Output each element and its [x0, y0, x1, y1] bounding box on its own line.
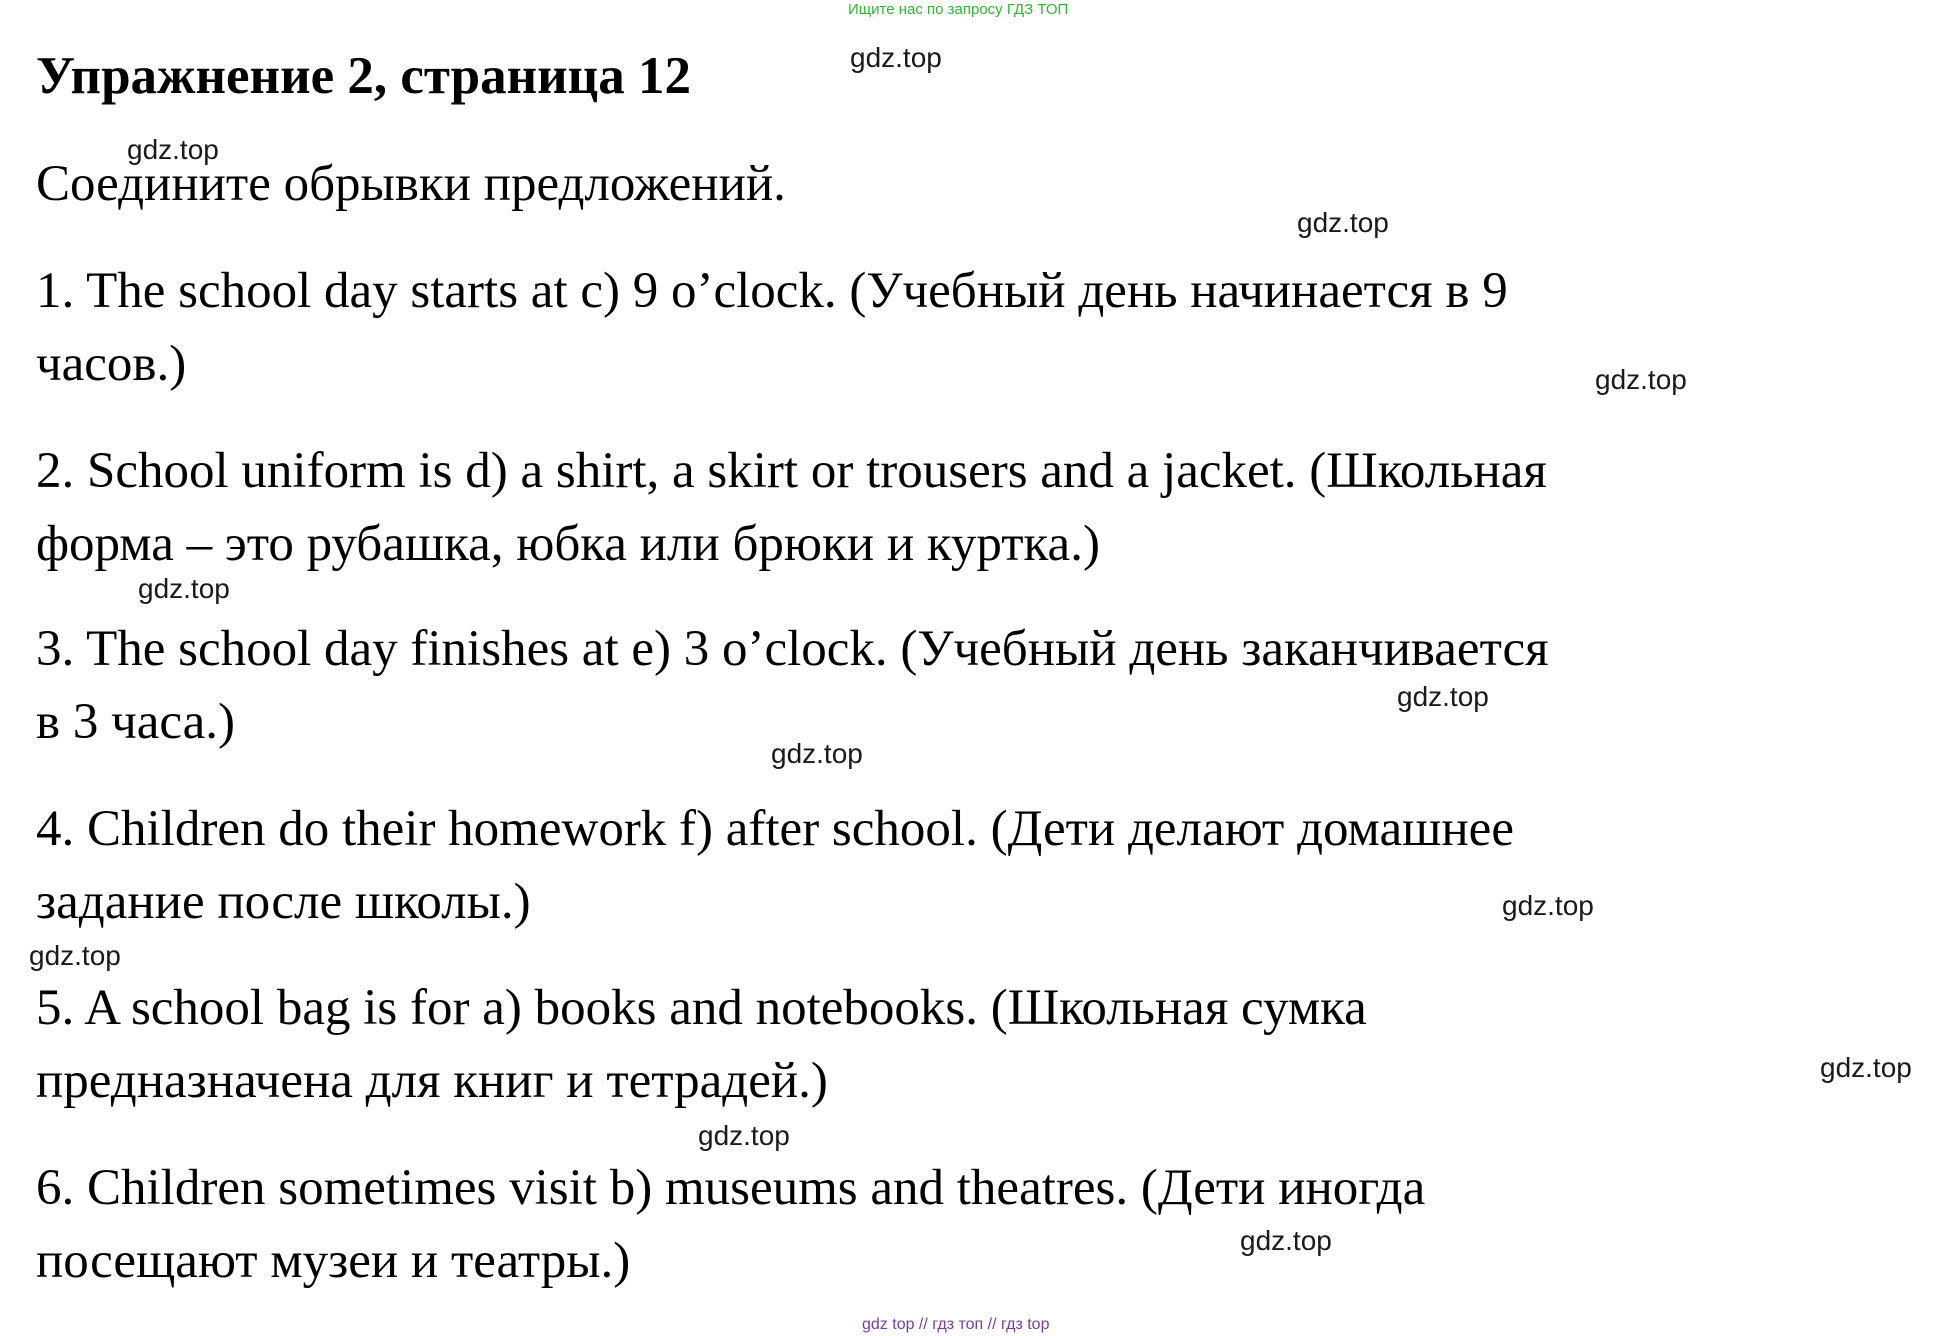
answer-line: посещают музеи и театры.) — [36, 1233, 631, 1289]
page-title: Упражнение 2, страница 12 — [36, 47, 691, 105]
watermark: gdz.top — [698, 1120, 790, 1151]
answer-line: 2. School uniform is d) a shirt, a skirt or trousers and a jacket. (Школьная — [36, 443, 1547, 499]
answer-item-6 — [36, 1152, 1836, 1298]
watermark: gdz.top — [138, 573, 230, 604]
answer-item-5 — [36, 972, 1836, 1118]
watermark: gdz.top — [1595, 364, 1687, 395]
answer-item-1 — [36, 255, 1836, 401]
watermark: gdz.top — [771, 738, 863, 769]
answer-line: 5. A school bag is for a) books and notebooks. (Школьная сумка — [36, 980, 1367, 1036]
top-banner-link[interactable]: Ищите нас по запросу ГДЗ ТОП — [848, 1, 1069, 18]
answer-line: в 3 часа.) — [36, 694, 235, 750]
watermark: gdz.top — [1397, 681, 1489, 712]
answer-line: часов.) — [36, 336, 187, 392]
answer-item-3 — [36, 613, 1836, 759]
watermark: gdz.top — [29, 940, 121, 971]
watermark: gdz.top — [1820, 1052, 1912, 1083]
answer-line: 1. The school day starts at c) 9 o’clock. (Учебный день начинается в 9 — [36, 263, 1508, 319]
watermark: gdz.top — [1297, 207, 1389, 238]
answer-item-2 — [36, 435, 1836, 581]
answer-line: 3. The school day finishes at e) 3 o’clock. (Учебный день заканчивается — [36, 621, 1549, 677]
exercise-instruction: Соедините обрывки предложений. — [36, 156, 786, 212]
answer-line: 4. Children do their homework f) after school. (Дети делают домашнее — [36, 801, 1514, 857]
answer-line: задание после школы.) — [36, 874, 531, 930]
watermark: gdz.top — [127, 134, 219, 165]
watermark: gdz.top — [850, 42, 942, 73]
watermark: gdz.top — [1502, 890, 1594, 921]
watermark: gdz.top — [1240, 1225, 1332, 1256]
answer-line: форма – это рубашка, юбка или брюки и куртка.) — [36, 516, 1100, 572]
footer-links[interactable]: gdz top // гдз топ // гдз top — [862, 1316, 1050, 1333]
answer-line: предназначена для книг и тетрадей.) — [36, 1053, 828, 1109]
answer-line: 6. Children sometimes visit b) museums and theatres. (Дети иногда — [36, 1160, 1426, 1216]
